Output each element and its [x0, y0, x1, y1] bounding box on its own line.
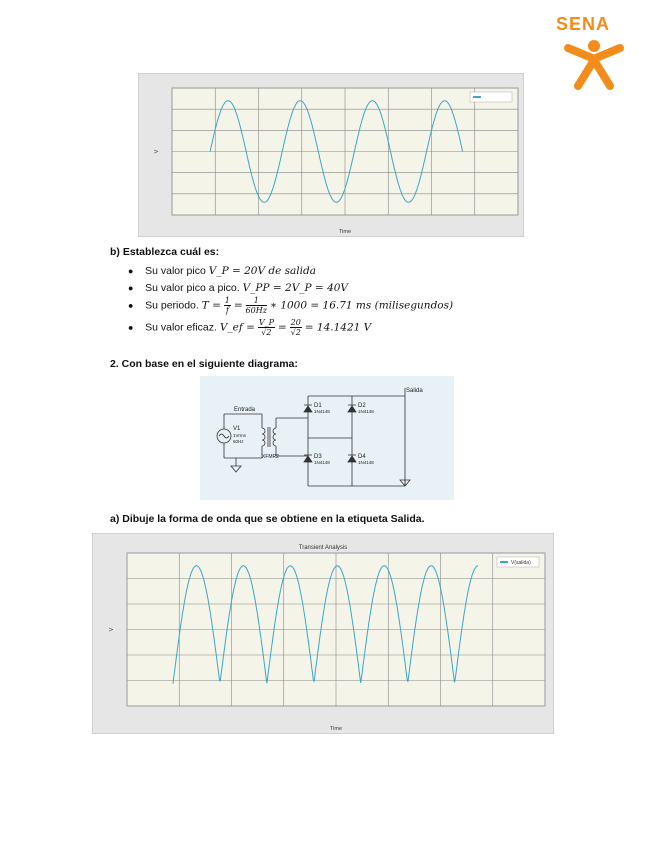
- label-salida: Salida: [406, 388, 423, 394]
- peak-formula: V_P = 20V de salida: [208, 265, 317, 277]
- label-d4: D4: [358, 454, 366, 460]
- bullet-peak: ● Su valor pico V_P = 20V de salida: [128, 265, 317, 277]
- period-label: Su periodo.: [145, 299, 202, 312]
- period-prefix: T =: [201, 299, 221, 312]
- label-d3: D3: [314, 454, 322, 460]
- rms-suffix: = 14.1421 V: [304, 321, 372, 334]
- bullet-peak-to-peak: ● Su valor pico a pico. V_PP = 2V_P = 40V: [128, 282, 349, 294]
- pp-label: Su valor pico a pico.: [145, 282, 243, 294]
- y-axis-label: V: [109, 627, 115, 632]
- x-axis-label: Time: [338, 229, 352, 235]
- rectified-wave-chart: [92, 533, 554, 734]
- sena-logo: [548, 14, 640, 94]
- rms-fraction-2: $\frac{20}{√2}$: [290, 318, 301, 337]
- rms-fraction-1: $\frac{V\_P}{√2}$: [258, 318, 274, 337]
- section-a-heading: a) Dibuje la forma de onda que se obtiene en la etiqueta Salida.: [110, 513, 425, 525]
- sine-wave-chart: [138, 73, 524, 237]
- rms-prefix: V_ef =: [219, 321, 255, 334]
- period-fraction-1: $\frac{1}{f}$: [224, 296, 230, 315]
- label-d2-part: 1N4148: [358, 409, 374, 414]
- chart-title: Transient Analysis: [298, 545, 348, 551]
- label-d4-part: 1N4148: [358, 460, 374, 465]
- legend: [470, 92, 512, 102]
- peak-label: Su valor pico: [145, 265, 209, 277]
- section-2-heading: 2. Con base en el siguiente diagrama:: [110, 358, 298, 370]
- logo-text: SENA: [556, 14, 611, 34]
- legend-label: V(salida): [511, 560, 531, 566]
- label-xfmr: XFMR2: [262, 454, 279, 460]
- label-entrada: Entrada: [234, 407, 256, 413]
- label-v1: V1: [233, 426, 241, 432]
- period-fraction-2: $\frac{1}{60Hz}$: [245, 296, 267, 315]
- label-d1-part: 1N4148: [314, 409, 330, 414]
- rectifier-circuit-diagram: [200, 376, 454, 500]
- label-v1-amp: 1Vrms: [233, 433, 246, 438]
- label-d1: D1: [314, 403, 322, 409]
- x-axis-label: Time: [329, 726, 343, 732]
- bullet-rms: ● Su valor eficaz. V_ef = $\frac{V\_P}{√2}$ = $\frac{20}{√2}$ = 14.1421 V: [128, 318, 372, 337]
- section-b-heading: b) Establezca cuál es:: [110, 246, 220, 258]
- y-axis-label: V: [154, 149, 160, 154]
- legend: [497, 557, 539, 567]
- period-suffix: ∗ 1000 = 16.71 ms (milisegundos): [269, 299, 454, 312]
- pp-formula: V_PP = 2V_P = 40V: [242, 282, 349, 294]
- label-v1-freq: 60Hz: [233, 439, 244, 444]
- rms-label: Su valor eficaz.: [145, 321, 220, 334]
- sena-figure-icon: [548, 14, 640, 94]
- label-d3-part: 1N4148: [314, 460, 330, 465]
- label-d2: D2: [358, 403, 366, 409]
- bullet-period: ● Su periodo. T = $\frac{1}{f}$ = $\frac{1}{60Hz}$ ∗ 1000 = 16.71 ms (milisegundos): [128, 296, 454, 315]
